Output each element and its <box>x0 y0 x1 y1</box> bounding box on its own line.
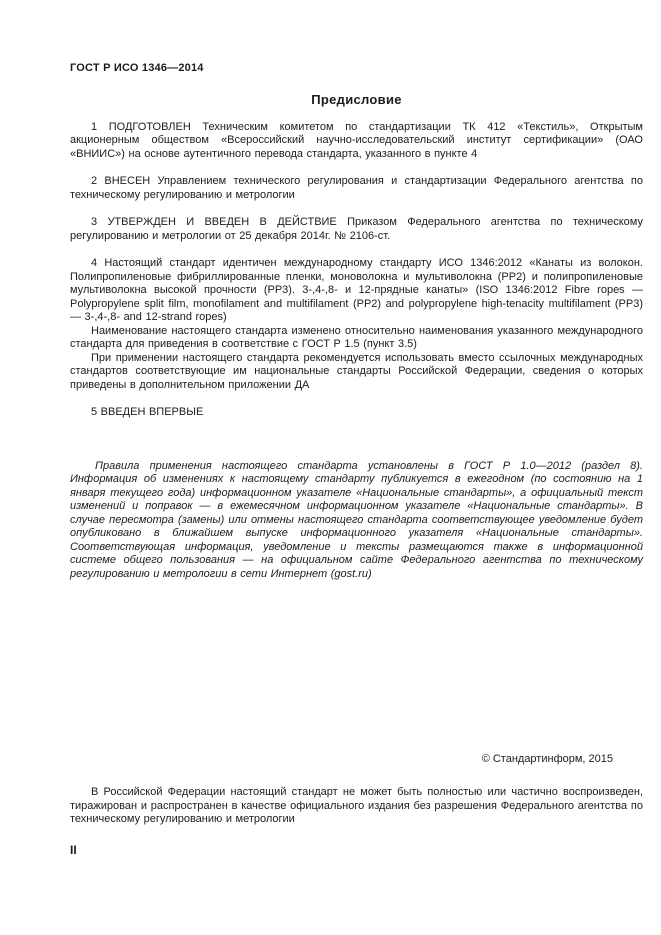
application-rules-note: Правила применения настоящего стандарта установлены в ГОСТ Р 1.0—2012 (раздел 8). Информация об изменениях к настоящему стандарту публикуется в ежегодном (по состоянию на 1 января текущего года) информационном указателе «Национальные стандарты», а официальный текст изменений и поправок — в ежемесячном информационном указателе «Национальные стандарты». В случае пересмотра (замены) или отмены настоящего стандарта соответствующее уведомление будет опубликовано в ближайшем выпуске информационного указателя «Национальные стандарты». Соответствующая информация, уведомление и тексты размещаются также в информационной системе общего пользования — на официальном сайте Федерального агентства по техническому регулированию и метрологии в сети Интернет (gost.ru) <box>70 459 643 580</box>
page-number: II <box>70 843 77 857</box>
clause-5 <box>70 406 643 420</box>
foreword-title: Предисловие <box>311 91 402 107</box>
clause-1 <box>70 121 643 162</box>
clause-3 <box>70 216 643 243</box>
clause-1-paragraph: 1 ПОДГОТОВЛЕН Техническим комитетом по стандартизации ТК 412 «Текстиль», Открытым акционерным обществом «Всероссийский научно-исследовательский институт сертификации» (ОАО «ВНИИС») на основе аутентичного перевода стандарта, указанного в пункте 4 <box>70 120 643 160</box>
clause-3-paragraph: 3 УТВЕРЖДЕН И ВВЕДЕН В ДЕЙСТВИЕ Приказом Федерального агентства по техническому регулированию и метрологии от 25 декабря 2014г. № 2106-ст. <box>70 216 643 242</box>
clause-2-paragraph: 2 ВНЕСЕН Управлением технического регулирования и стандартизации Федерального агентства по техническому регулированию и метрологии <box>70 175 643 201</box>
clause-5-paragraph: 5 ВВЕДЕН ВПЕРВЫЕ <box>91 406 204 418</box>
clause-4-paragraph-3: При применении настоящего стандарта рекомендуется использовать вместо ссылочных международных стандартов соответствующие им национальные стандарты Российской Федерации, сведения о которых приведены в дополнительном приложении ДА <box>70 351 643 391</box>
clause-2 <box>70 175 643 202</box>
copyright-line: © Стандартинформ, 2015 <box>481 753 613 765</box>
clause-4 <box>70 257 643 392</box>
reproduction-notice: В Российской Федерации настоящий стандарт не может быть полностью или частично воспроизведен, тиражирован и распространен в качестве официального издания без разрешения Федерального агентства по техническому регулированию и метрологии <box>70 786 643 825</box>
running-header: ГОСТ Р ИСО 1346—2014 <box>70 62 204 74</box>
clause-4-paragraph-2: Наименование настоящего стандарта изменено относительно наименования указанного международного стандарта для приведения в соответствие с ГОСТ Р 1.5 (пункт 3.5) <box>70 324 643 350</box>
page-content <box>70 62 643 581</box>
clause-4-paragraph-1: 4 Настоящий стандарт идентичен международному стандарту ИСО 1346:2012 «Канаты из волокон. Полипропиленовые фибриллированные пленки, моноволокна и мультиволокна (PP2) и полипропиленовые мультиволокна высокой прочности (PP3). 3-,4-,8- и 12-прядные канаты» (ISO 1346:2012 Fibre ropes — Polypropylene split film, monofilament and multifilament (PP2) and polypropylene high-tenacity multifilament (PP3) — 3-,4-,8- and 12-strand ropes) <box>70 257 643 323</box>
